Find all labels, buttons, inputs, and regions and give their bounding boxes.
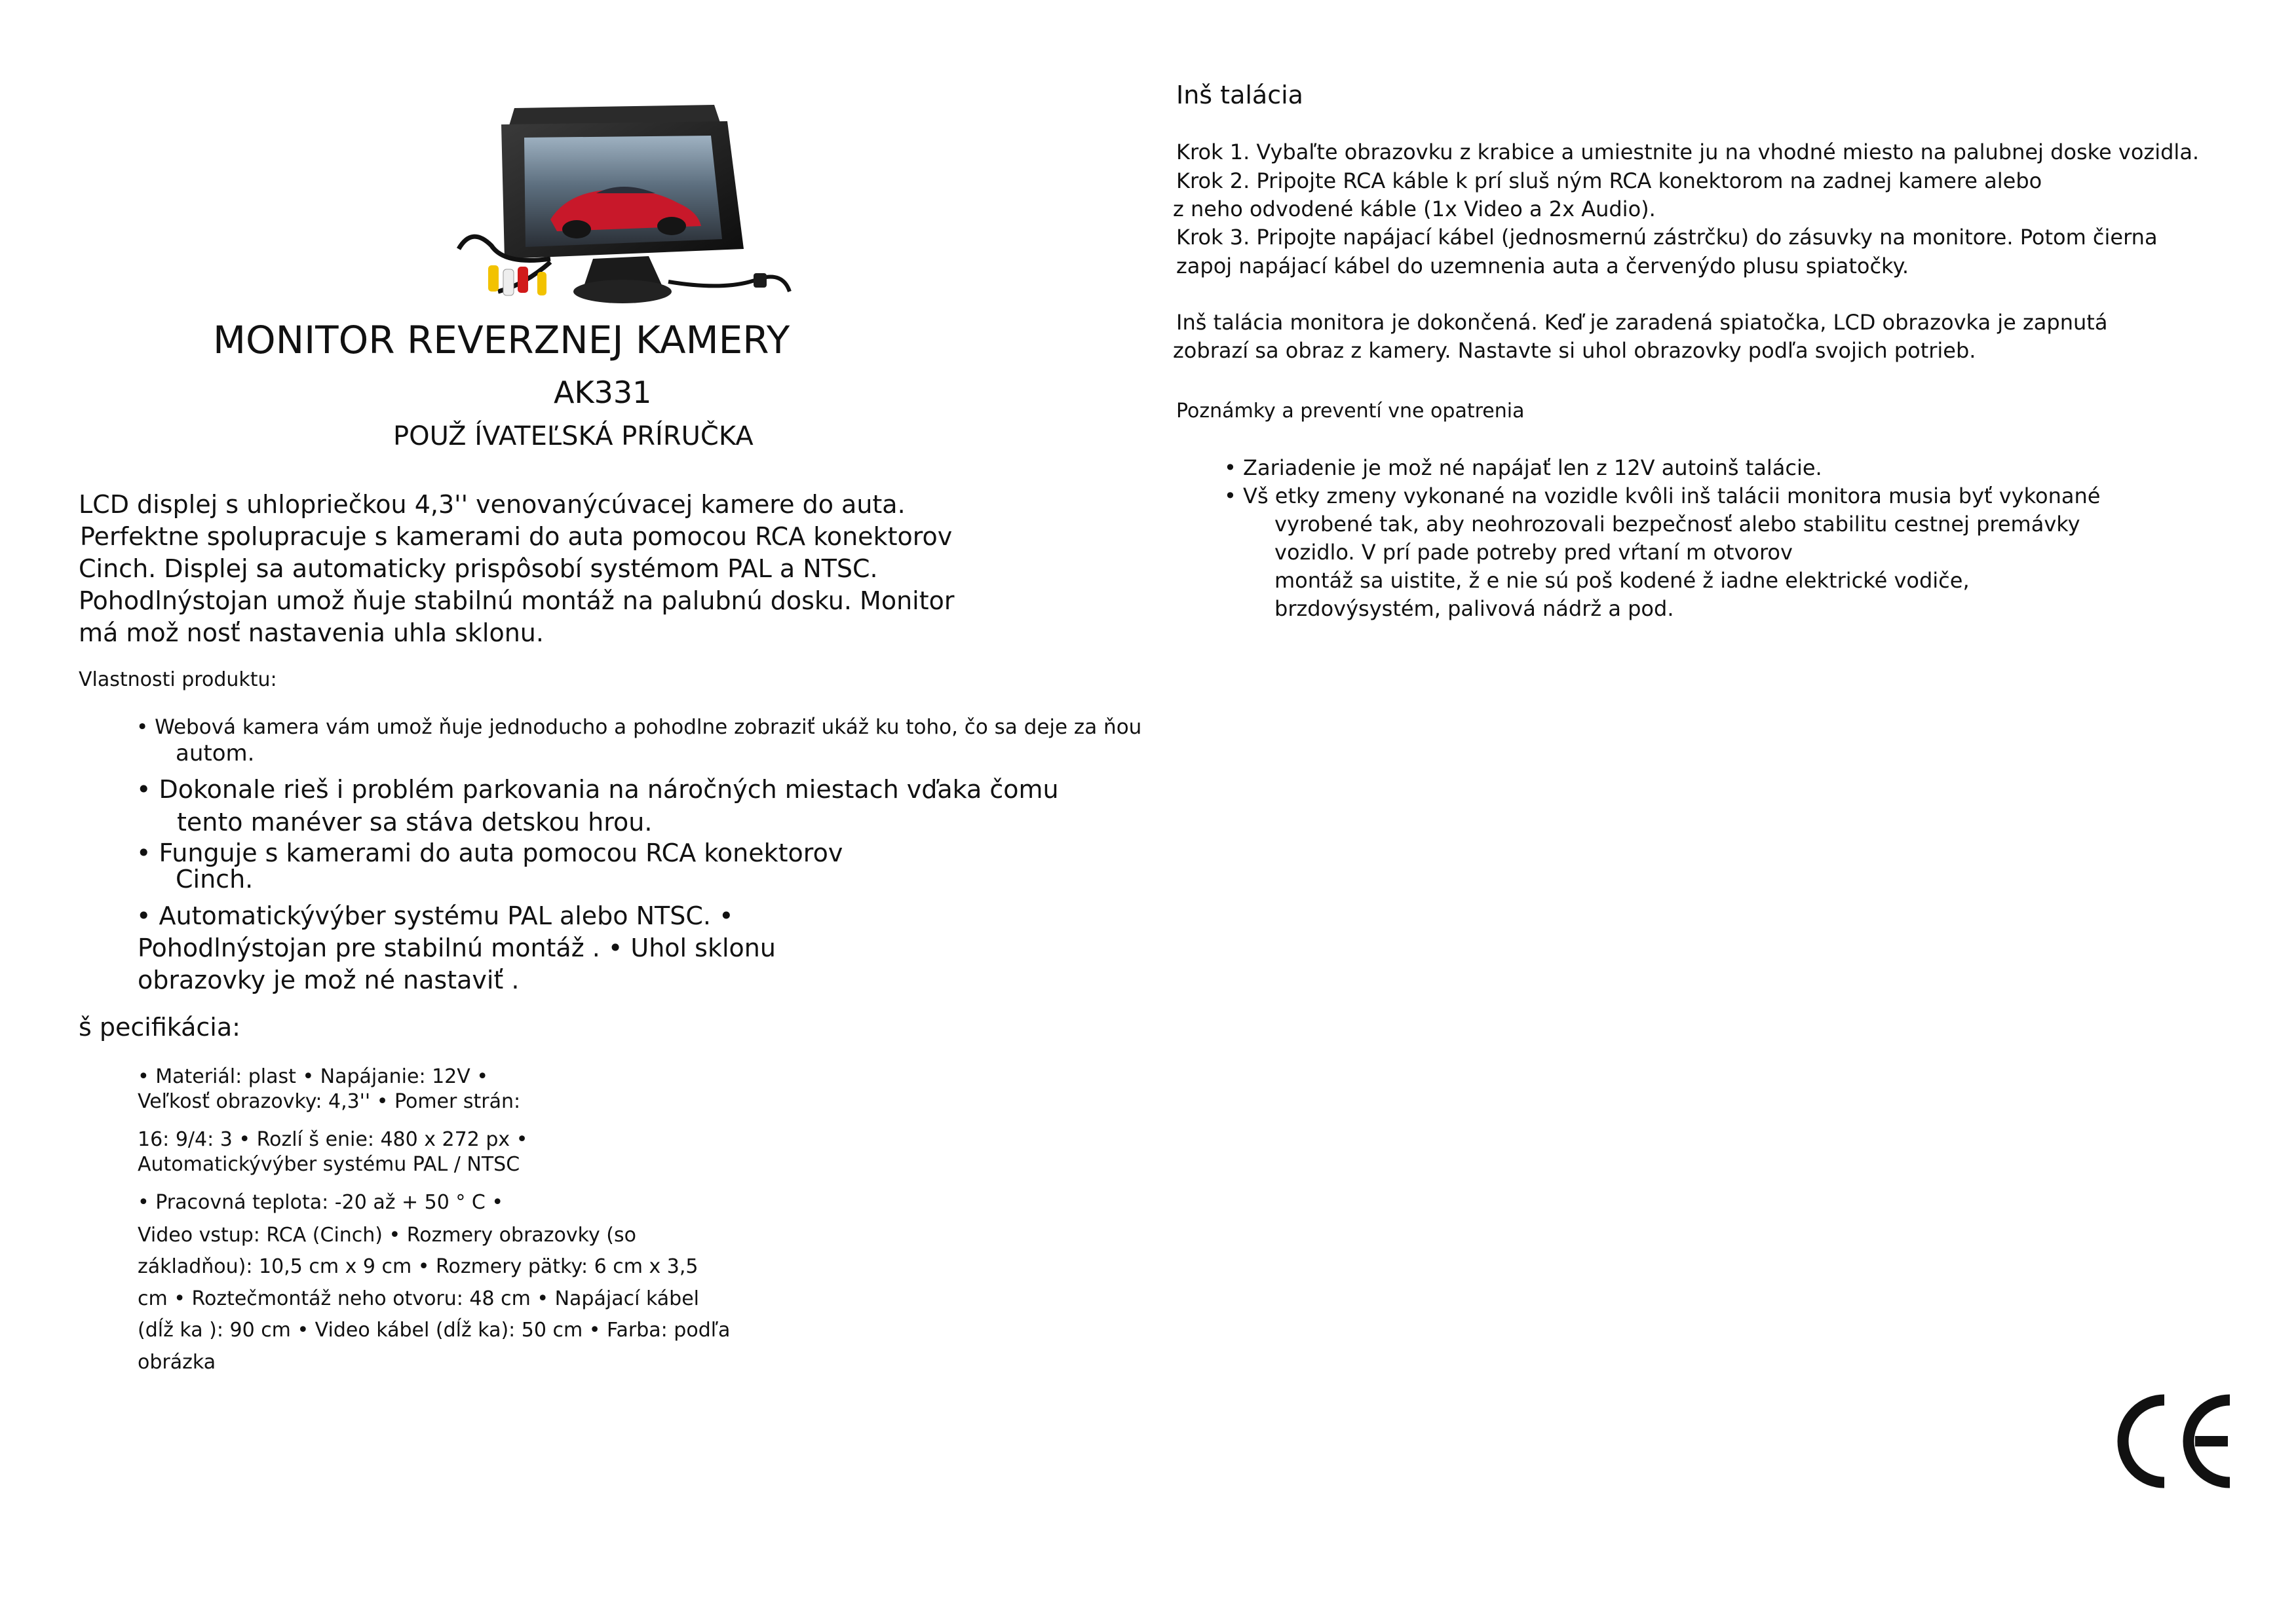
spec-line: Video vstup: RCA (Cinch) • Rozmery obrazovky (so (138, 1224, 636, 1247)
feature-item: tento manéver sa stáva detskou hrou. (177, 808, 653, 837)
document-title: MONITOR REVERZNEJ KAMERY (213, 318, 790, 362)
spec-line: základňou): 10,5 cm x 9 cm • Rozmery pätky: 6 cm x 3,5 (138, 1255, 698, 1278)
install-step-line: Krok 1. Vybaľte obrazovku z krabice a umiestnite ju na vhodné miesto na palubnej doske vozidla. (1176, 140, 2200, 164)
intro-line: má mož nosť nastavenia uhla sklonu. (79, 618, 544, 647)
note-item: vozidlo. V prí pade potreby pred vŕtaní m otvorov (1274, 540, 1793, 565)
intro-line: Cinch. Displej sa automaticky prispôsobí systémom PAL a NTSC. (79, 554, 878, 583)
spec-line: 16: 9/4: 3 • Rozlí š enie: 480 x 272 px • (138, 1128, 528, 1151)
installation-complete-line: zobrazí sa obraz z kamery. Nastavte si uhol obrazovky podľa svojich potrieb. (1173, 338, 1976, 363)
feature-item: • Dokonale rieš i problém parkovania na náročných miestach vďaka čomu (136, 775, 1059, 804)
features-heading: Vlastnosti produktu: (79, 668, 277, 691)
spec-line: • Materiál: plast • Napájanie: 12V • (138, 1065, 489, 1088)
feature-item: autom. (176, 740, 255, 766)
spec-line: obrázka (138, 1351, 216, 1374)
install-step-line: Krok 3. Pripojte napájací kábel (jednosmernú zástrčku) do zásuvky na monitore. Potom čierna (1176, 225, 2158, 250)
spec-line: (dĺž ka ): 90 cm • Video kábel (dĺž ka): 50 cm • Farba: podľa (138, 1319, 731, 1342)
note-item: brzdovýsystém, palivová nádrž a pod. (1274, 596, 1674, 621)
spec-line: • Pracovná teplota: -20 až + 50 ° C • (138, 1191, 504, 1214)
feature-item: • Webová kamera vám umož ňuje jednoducho a pohodlne zobraziť ukáž ku toho, čo sa deje za ňou (136, 715, 1142, 739)
installation-heading: Inš talácia (1176, 81, 1303, 109)
feature-item: • Automatickývýber systému PAL alebo NTSC. • (136, 901, 734, 930)
install-step-line: Krok 2. Pripojte RCA káble k prí sluš ným RCA konektorom na zadnej kamere alebo (1176, 168, 2042, 193)
spec-line: Automatickývýber systému PAL / NTSC (138, 1153, 520, 1176)
intro-line: Perfektne spolupracuje s kamerami do auta pomocou RCA konektorov (80, 522, 953, 551)
notes-heading: Poznámky a preventí vne opatrenia (1176, 400, 1525, 423)
spec-line: Veľkosť obrazovky: 4,3'' • Pomer strán: (138, 1090, 521, 1113)
note-item: montáž sa uistite, ž e nie sú poš kodené ž iadne elektrické vodiče, (1274, 568, 1970, 593)
note-item: • Vš etky zmeny vykonané na vozidle kvôli inš talácii monitora musia byť vykonané (1224, 483, 2101, 508)
feature-item: Cinch. (176, 865, 254, 894)
install-step-line: zapoj napájací kábel do uzemnenia auta a červenýdo plusu spiatočky. (1176, 254, 1909, 278)
installation-complete-line: Inš talácia monitora je dokončená. Keď je zaradená spiatočka, LCD obrazovka je zapnutá (1176, 310, 2108, 335)
intro-line: LCD displej s uhlopriečkou 4,3'' venovanýcúvacej kamere do auta. (79, 490, 906, 519)
feature-item: Pohodlnýstojan pre stabilnú montáž . • Uhol sklonu (138, 934, 776, 962)
model-number: AK331 (554, 375, 652, 410)
feature-item: obrazovky je mož né nastaviť . (138, 966, 520, 994)
spec-line: cm • Roztečmontáž neho otvoru: 48 cm • Napájací kábel (138, 1287, 700, 1310)
ce-mark-icon (2113, 1392, 2234, 1490)
specification-heading: š pecifikácia: (79, 1013, 240, 1042)
product-image (452, 95, 793, 311)
document-subtitle: POUŽ ÍVATEĽSKÁ PRÍRUČKA (393, 421, 754, 451)
intro-line: Pohodlnýstojan umož ňuje stabilnú montáž na palubnú dosku. Monitor (79, 586, 955, 615)
install-step-line: z neho odvodené káble (1x Video a 2x Audio). (1173, 197, 1656, 221)
note-item: • Zariadenie je mož né napájať len z 12V autoinš talácie. (1224, 455, 1822, 480)
feature-item: • Funguje s kamerami do auta pomocou RCA konektorov (136, 839, 843, 867)
note-item: vyrobené tak, aby neohrozovali bezpečnosť alebo stabilitu cestnej premávky (1274, 512, 2080, 537)
